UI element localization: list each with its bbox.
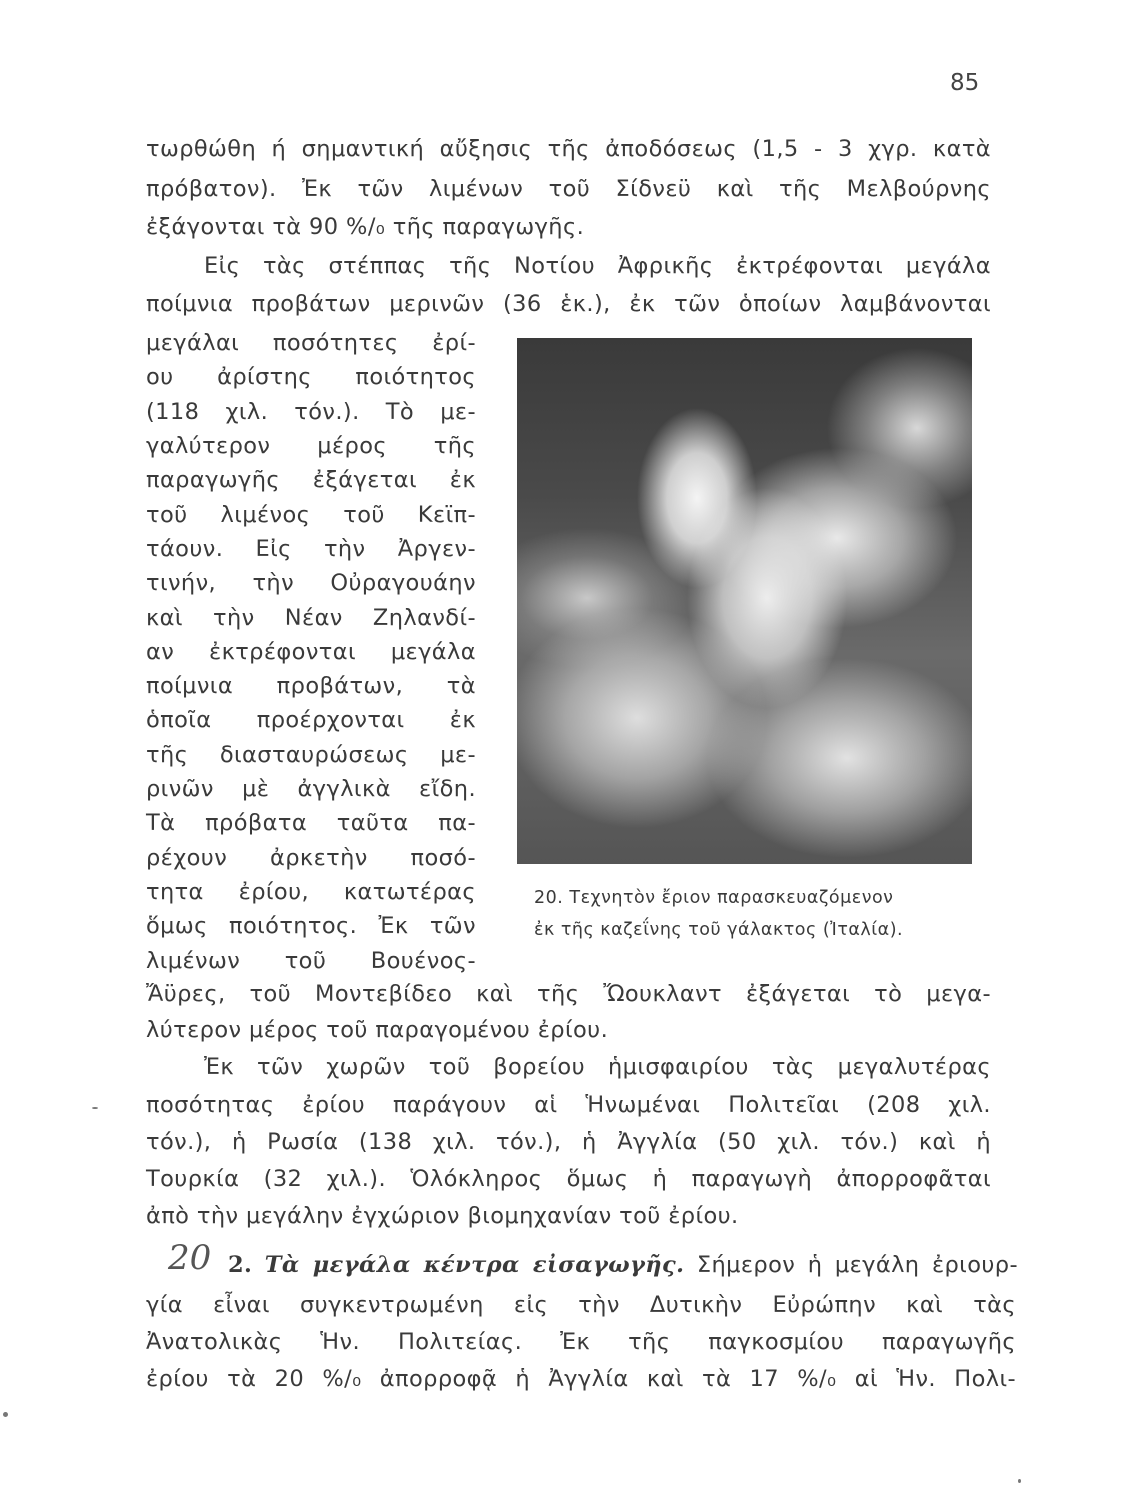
text-line: ποσότητας ἐρίου παράγουν αἱ Ἡνωμέναι Πολιτεῖαι (208 χιλ. bbox=[146, 1092, 991, 1118]
text-line: τωρθώθη ή σημαντική αὔξησις τῆς ἀποδόσεως (1,5 - 3 χγρ. κατὰ bbox=[146, 136, 991, 162]
text-line: τῆς διασταυρώσεως με- bbox=[146, 742, 476, 768]
figure-caption-line: ἐκ τῆς καζεΐνης τοῦ γάλακτος (Ἰταλία). bbox=[534, 920, 904, 940]
text-line: (118 χιλ. τόν.). Τὸ με- bbox=[146, 399, 476, 425]
text-line: παραγωγῆς ἐξάγεται ἐκ bbox=[146, 467, 476, 493]
text-line: τάουν. Εἰς τὴν Ἀργεν- bbox=[146, 536, 476, 562]
text-line: γία εἶναι συγκεντρωμένη εἰς τὴν Δυτικὴν Εὐρώπην καὶ τὰς bbox=[146, 1292, 1016, 1318]
text-line: τινήν, τὴν Οὐραγουάην bbox=[146, 570, 476, 596]
artificial-wool-photo bbox=[517, 338, 972, 864]
text-line: ου ἀρίστης ποιότητος bbox=[146, 364, 476, 390]
text-line: ἐρίου τὰ 20 %/₀ ἀπορροφᾷ ἡ Ἀγγλία καὶ τὰ 17 %/₀ αἱ Ἡν. Πολι- bbox=[146, 1366, 1016, 1392]
text-line: ρέχουν ἀρκετὴν ποσό- bbox=[146, 845, 476, 871]
text-line: πρόβατον). Ἐκ τῶν λιμένων τοῦ Σίδνεϋ καὶ τῆς Μελβούρνης bbox=[146, 176, 991, 202]
text-line: Εἰς τὰς στέππας τῆς Νοτίου Ἀφρικῆς ἐκτρέφονται μεγάλα bbox=[204, 253, 991, 279]
text-line: λιμένων τοῦ Βουένος- bbox=[146, 948, 476, 974]
section-heading: Τὰ μεγάλα κέντρα εἰσαγωγῆς. bbox=[264, 1252, 685, 1278]
scan-speck bbox=[3, 1412, 8, 1417]
text-line: Ἐκ τῶν χωρῶν τοῦ βορείου ἡμισφαιρίου τὰς μεγαλυτέρας bbox=[204, 1054, 991, 1080]
figure-caption-line: 20. Τεχνητὸν ἔριον παρασκευαζόμενον bbox=[534, 888, 894, 908]
text-line: αν ἐκτρέφονται μεγάλα bbox=[146, 639, 476, 665]
text-line: γαλύτερον μέρος τῆς bbox=[146, 433, 476, 459]
text-line: καὶ τὴν Νέαν Ζηλανδί- bbox=[146, 605, 476, 631]
text-line: Ἄϋρες, τοῦ Μοντεβίδεο καὶ τῆς Ὤουκλαντ ἐξάγεται τὸ μεγα- bbox=[146, 981, 991, 1007]
text-line: ὅμως ποιότητος. Ἐκ τῶν bbox=[146, 913, 476, 939]
text-line: Τὰ πρόβατα ταῦτα πα- bbox=[146, 810, 476, 836]
handwritten-margin-mark: 20 bbox=[168, 1238, 212, 1278]
section-number: 2. bbox=[228, 1252, 253, 1278]
text-line: ρινῶν μὲ ἀγγλικὰ εἴδη. bbox=[146, 776, 476, 802]
text-line: ὁποῖα προέρχονται ἐκ bbox=[146, 707, 476, 733]
text-line: τοῦ λιμένος τοῦ Κεϊπ- bbox=[146, 502, 476, 528]
text-line: ἀπὸ τὴν μεγάλην ἐγχώριον βιομηχανίαν τοῦ ἐρίου. bbox=[146, 1203, 739, 1229]
text-line: ποίμνια προβάτων μερινῶν (36 ἑκ.), ἐκ τῶν ὁποίων λαμβάνονται bbox=[146, 291, 991, 317]
text-line: ποίμνια προβάτων, τὰ bbox=[146, 673, 476, 699]
text-line: λύτερον μέρος τοῦ παραγομένου ἐρίου. bbox=[146, 1017, 609, 1043]
text-line: Ἀνατολικὰς Ἡν. Πολιτείας. Ἐκ τῆς παγκοσμίου παραγωγῆς bbox=[146, 1329, 1016, 1355]
scan-speck bbox=[1018, 1479, 1021, 1483]
text-line: Τουρκία (32 χιλ.). Ὁλόκληρος ὅμως ἡ παραγωγὴ ἀπορροφᾶται bbox=[146, 1166, 991, 1192]
section-text: Σήμερον ἡ μεγάλη ἐριουρ- bbox=[696, 1252, 1018, 1278]
page-number: 85 bbox=[950, 70, 980, 96]
text-line: τόν.), ἡ Ρωσία (138 χιλ. τόν.), ἡ Ἀγγλία (50 χιλ. τόν.) καὶ ἡ bbox=[146, 1129, 991, 1155]
scan-speck bbox=[92, 1107, 98, 1109]
text-line: ἐξάγονται τὰ 90 %/₀ τῆς παραγωγῆς. bbox=[146, 214, 585, 240]
text-line: μεγάλαι ποσότητες ἐρί- bbox=[146, 330, 476, 356]
section-heading-line bbox=[228, 1254, 1018, 1277]
text-line: τητα ἐρίου, κατωτέρας bbox=[146, 879, 476, 905]
